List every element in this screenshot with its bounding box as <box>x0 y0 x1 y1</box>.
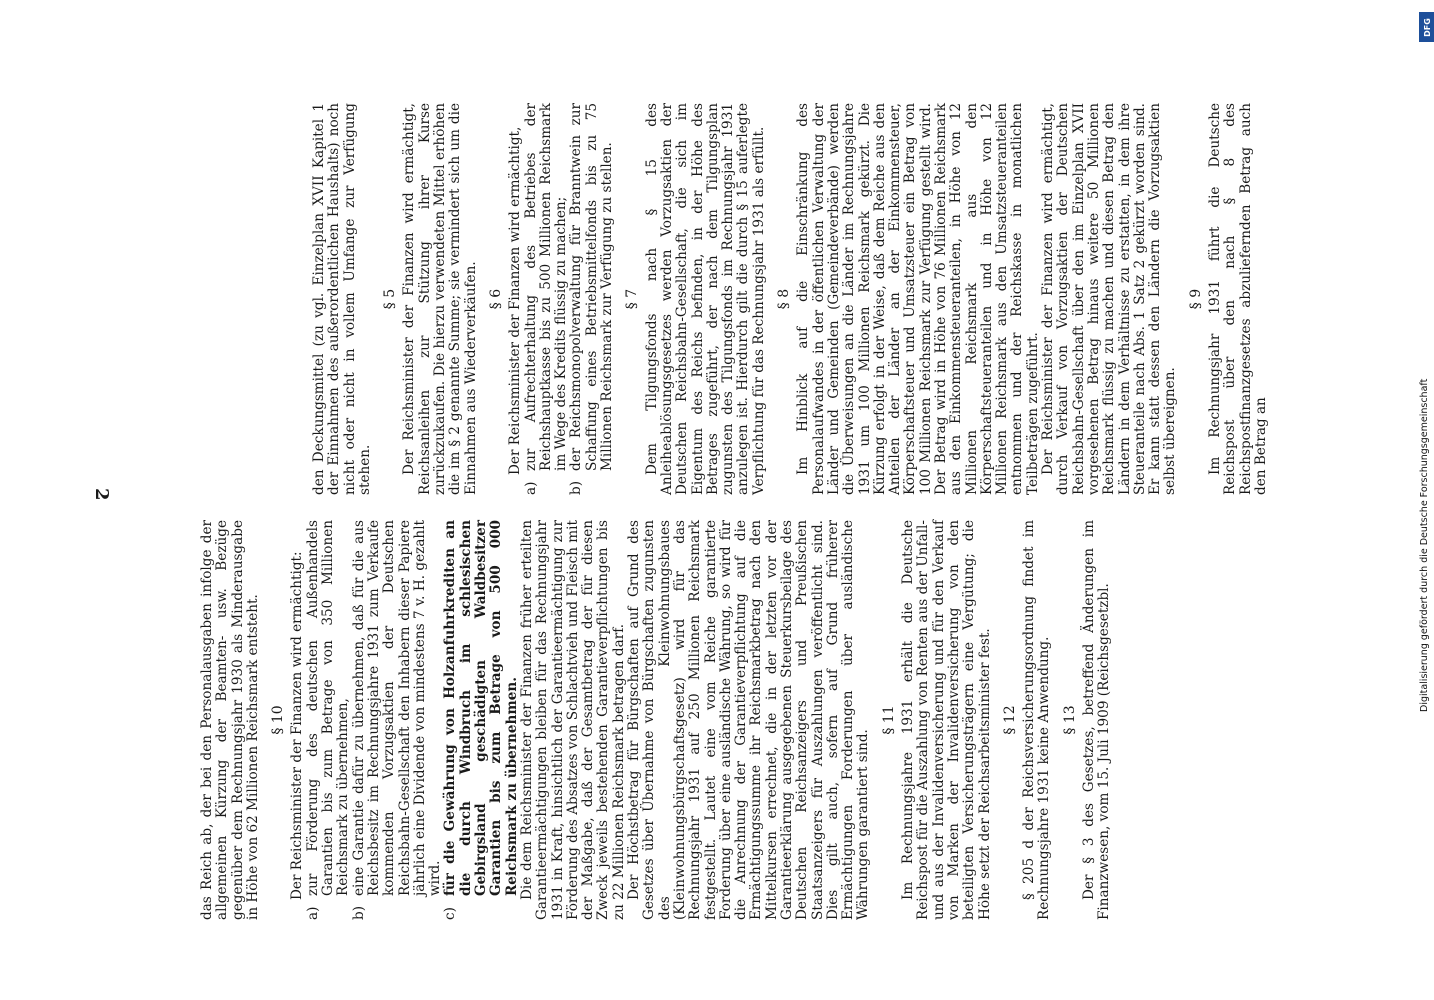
right-column <box>200 520 1113 920</box>
list-item-text: zur Aufrechterhaltung des Betriebes der Reichshauptkasse bis zu 500 Millionen Reichsmark im Wege des Kredits flüssig zu machen; <box>522 103 570 471</box>
page-number: 2 <box>91 488 112 501</box>
section-heading: § 6 <box>487 288 504 310</box>
paragraph: Der Reichsminister der Finanzen wird ermächtigt, durch Verkauf von Vorzugsaktien der Deutschen Reichsbahn-Gesellschaft über den im Einzelplan XVII vorgesehenen Betrag hinaus weitere 50 Millionen Reichsmark flüssig zu machen und diesen Betrag den Ländern in dem Verhältnisse zu erstatten, in dem ihre Steueranteile nach Abs. 1 Satz 2 gekürzt worden sind. Er kann statt dessen den Ländern die Vorzugsaktien selbst übereignen. <box>1040 103 1179 495</box>
paragraph: Der Reichsminister der Finanzen wird ermächtigt: <box>289 551 306 900</box>
left-column <box>312 103 1269 495</box>
paragraph: § 205 d der Reichsversicherungsordnung findet im Rechnungsjahre 1931 keine Anwendung. <box>1021 520 1053 920</box>
section-heading: § 5 <box>382 288 399 310</box>
section-heading: § 7 <box>624 288 641 310</box>
credit-text: Digitalisierung gefördert durch die Deutsche Forschungsgemeinschaft <box>1419 378 1430 712</box>
list-marker: b) <box>568 480 585 495</box>
paragraph: Der § 3 des Gesetzes, betreffend Änderungen im Finanzwesen, vom 15. Juli 1909 (Reichsgesetzbl. <box>1081 520 1113 920</box>
section-heading: § 11 <box>880 705 897 735</box>
list-item-text: zur Förderung des deutschen Außenhandels Garantien bis zum Betrage von 350 Millionen Reichsmark zu übernehmen, <box>304 520 352 896</box>
paragraph: Dem Tilgungsfonds nach § 15 des Anleiheablösungsgesetzes werden Vorzugsaktien der Deutschen Reichsbahn-Gesellschaft, die sich im Eigentum des Reichs befinden, in der Höhe des Betrages zugeführt, der nach dem Tilgungsplan zugunsten des Tilgungsfonds im Rechnungsjahr 1931 anzulegen ist. Hierdurch gilt die durch § 15 auferlegte Verpflichtung für das Rechnungsjahr 1931 als erfüllt. <box>643 103 767 495</box>
list-item <box>306 520 352 920</box>
paragraph: Im Hinblick auf die Einschränkung des Personalaufwandes in der öffentlichen Verwaltung der Länder und Gemeinden (Gemeindeverbände) werden die Überweisungen an die Länder im Rechnungsjahre 1931 um 100 Millionen Reichsmark gekürzt. Die Kürzung erfolgt in der Weise, daß dem Reiche aus den Anteilen der Länder an der Einkommensteuer, Körperschaftsteuer und Umsatzsteuer ein Betrag von 100 Millionen Reichsmark zur Verfügung gestellt wird. Der Betrag wird in Höhe von 76 Millionen Reichsmark aus den Einkommensteueranteilen, in Höhe von 12 Millionen Reichsmark aus den Körperschaftsteueranteilen und in Höhe von 12 Millionen Reichsmark aus den Umsatzsteueranteilen entnommen und der Reichskasse in monatlichen Teilbeträgen zugeführt. <box>795 103 1041 495</box>
digitization-credit <box>1418 12 1434 988</box>
section-heading: § 13 <box>1061 705 1078 735</box>
section-heading: § 10 <box>270 705 287 735</box>
list-item-text: eine Garantie dafür zu übernehmen, daß für die aus Reichsbesitz im Rechnungsjahre 1931 zum Verkaufe kommenden Vorzugsaktien der Deutschen Reichsbahn-Gesellschaft den Inhabern dieser Papiere jährlich eine Dividende von mindestens 7 v. H. gezahlt wird. <box>350 520 444 896</box>
list-item <box>443 520 519 920</box>
paragraph: Im Rechnungsjahre 1931 erhält die Deutsche Reichspost für die Auszahlung von Renten aus der Unfall- und aus der Invalidenversicherung und für den Verkauf von Marken der Invalidenversicherung von den beteiligten Versicherungsträgern eine Vergütung; die Höhe setzt der Reichsarbeitsminister fest. <box>900 520 993 920</box>
list-marker: b) <box>350 905 367 920</box>
list-marker: a) <box>522 481 539 495</box>
logo-text: DFG <box>1422 17 1432 37</box>
paragraph: Im Rechnungsjahr 1931 führt die Deutsche Reichspost über den nach § 8 des Reichspostfinanzgesetzes abzuliefernden Betrag auch den Betrag an <box>1207 103 1269 495</box>
paragraph: Der Reichsminister der Finanzen wird ermächtigt, <box>507 126 524 475</box>
section-heading: § 8 <box>776 288 793 310</box>
list-item <box>524 103 570 495</box>
dfg-logo <box>1419 12 1434 42</box>
list-marker: c) <box>442 907 459 920</box>
paragraph: den Deckungsmittel (zu vgl. Einzelplan XVII Kapitel 1 der Einnahmen des außerordentlichen Haushalts) noch nicht oder nicht in vollem Umfange zur Verfügung stehen. <box>311 103 373 495</box>
list-marker: a) <box>304 906 321 920</box>
paragraph: das Reich ab, der bei den Personalausgaben infolge der allgemeinen Kürzung der Beamten- usw. Bezüge gegenüber dem Rechnungsjahr 1930 als Minderausgabe in Höhe von 62 Millionen Reichsmark entsteht. <box>199 520 261 920</box>
paragraph: Der Reichsminister der Finanzen wird ermächtigt, Reichsanleihen zur Stützung ihrer Kurse zurückzukaufen. Die hierzu verwendeten Mittel erhöhen die im § 2 genannte Summe; sie vermindert sich um die Einnahmen aus Wiederverkäufen. <box>401 103 479 495</box>
section-heading: § 9 <box>1187 288 1204 310</box>
list-item-text: für die Gewährung von Holzanfuhrkrediten an die durch Windbruch im schlesischen Gebirgsland geschädigten Waldbesitzer Garantien bis zum Betrage von 500 000 Reichsmark zu übernehmen. <box>442 520 520 896</box>
paragraph: Die dem Reichsminister der Finanzen früher erteilten Garantieermächtigungen bleiben für das Rechnungsjahr 1931 in Kraft, hinsichtlich der Garantieermächtigung zur Förderung des Absatzes von Schlachtvieh und Fleisch mit der Maßgabe, daß der Gesamtbetrag der für diesen Zweck jeweils bestehenden Garantieverpflichtungen bis zu 22 Millionen Reichsmark betragen darf. <box>518 520 627 920</box>
list-item <box>569 103 615 495</box>
list-item-text: der Reichsmonopolverwaltung für Branntwein zur Schaffung eines Betriebsmittelfonds bis zu 75 Millionen Reichsmark zur Verfügung zu stellen. <box>568 103 616 471</box>
section-heading: § 12 <box>1001 705 1018 735</box>
list-item <box>352 520 444 920</box>
paragraph: Der Höchstbetrag für Bürgschaften auf Grund des Gesetzes über Übernahme von Bürgschaften zugunsten des Kleinwohnungsbaues (Kleinwohnungsbürgschaftsgesetz) wird für das Rechnungsjahr 1931 auf 250 Millionen Reichsmark festgestellt. Lautet eine vom Reiche garantierte Forderung über eine ausländische Währung, so wird für die Anrechnung der Garantieverpflichtung auf die Ermächtigungssumme ihr Reichsmarkbetrag nach den Mittelkursen errechnet, die in der letzten vor der Garantieerklärung ausgegebenen Steuerkursbeilage des Deutschen Reichsanzeigers und Preußischen Staatsanzeigers für Auszahlungen veröffentlicht sind. Dies gilt auch, sofern auf Grund früherer Ermächtigungen Forderungen über ausländische Währungen garantiert sind. <box>626 520 872 920</box>
